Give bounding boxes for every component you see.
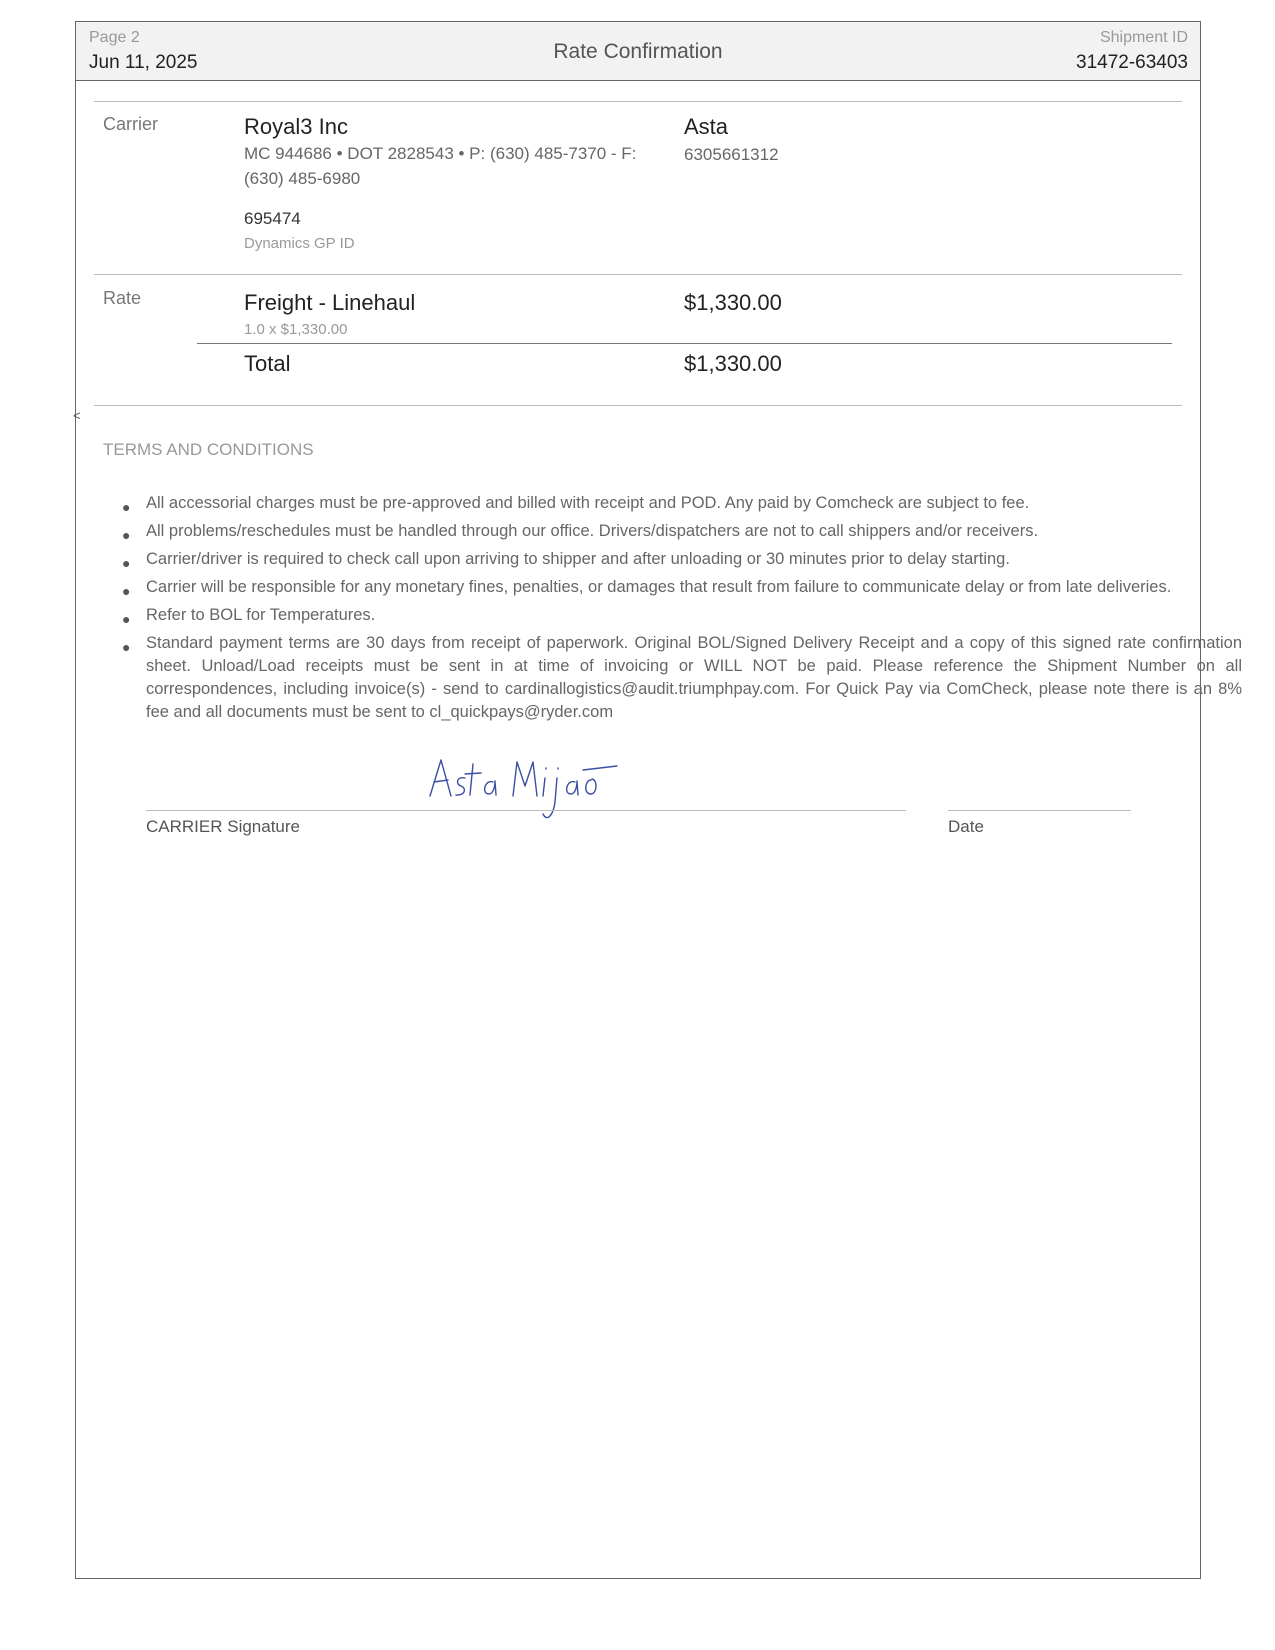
list-item: ● Carrier/driver is required to check call upon arriving to shipper and after unloading or 30 minutes prior to delay starting. — [146, 548, 1242, 571]
header-date: Jun 11, 2025 — [89, 52, 198, 73]
list-item: ● Standard payment terms are 30 days from receipt of paperwork. Original BOL/Signed Delivery Receipt and a copy of this signed rate confirmation sheet. Unload/Load receipts must be sent in at time of invoicing or WILL NOT be paid. Please reference the Shipment Number on all correspondences, including invoice(s) - send to cardinallogistics@audit.triumphpay.com. For Quick Pay via ComCheck, please note there is an 8% fee and all documents must be sent to cl_quickpays@ryder.com — [122, 634, 1242, 721]
carrier-name: Royal3 Inc — [244, 114, 348, 139]
date-line — [948, 810, 1131, 811]
divider — [94, 101, 1182, 102]
divider — [94, 274, 1182, 275]
gp-id-label: Dynamics GP ID — [244, 235, 355, 252]
total-amount: $1,330.00 — [684, 351, 782, 376]
carrier-signature-label: CARRIER Signature — [146, 817, 301, 836]
list-item: ● All problems/reschedules must be handled through our office. Drivers/dispatchers are not to call shippers and/or receivers. — [146, 520, 1242, 543]
carrier-details-line1: MC 944686 • DOT 2828543 • P: (630) 485-7370 - F: — [244, 144, 637, 163]
divider — [94, 405, 1182, 406]
rate-section-label: Rate — [103, 288, 142, 308]
page-header — [76, 22, 1200, 81]
carrier-details-line2: (630) 485-6980 — [244, 169, 361, 188]
page-number: Page 2 — [89, 29, 140, 46]
total-divider — [197, 343, 1172, 344]
carrier-section-label: Carrier — [103, 114, 159, 134]
shipment-id-label: Shipment ID — [1099, 29, 1188, 46]
bullet-icon: ● — [122, 611, 131, 627]
list-item: ● Carrier will be responsible for any monetary fines, penalties, or damages that result from failure to communicate delay or from late deliveries. — [146, 576, 1242, 599]
list-item: ● Refer to BOL for Temperatures. — [146, 604, 1242, 627]
terms-heading: TERMS AND CONDITIONS — [103, 440, 314, 459]
gp-id-value: 695474 — [244, 209, 301, 228]
terms-list — [122, 492, 1242, 729]
bullet-icon: ● — [122, 527, 131, 543]
shipment-id: 31472-63403 — [1076, 52, 1188, 73]
contact-phone: 6305661312 — [684, 145, 779, 164]
bullet-icon: ● — [122, 499, 131, 515]
rate-line-amount: $1,330.00 — [684, 290, 782, 315]
stray-mark: < — [73, 408, 81, 423]
bullet-icon: ● — [122, 583, 131, 599]
document-frame — [75, 21, 1201, 1579]
rate-line-detail: 1.0 x $1,330.00 — [244, 321, 348, 338]
bullet-icon: ● — [122, 555, 131, 571]
date-label: Date — [948, 817, 984, 836]
signature-line — [146, 810, 906, 811]
list-item: ● All accessorial charges must be pre-approved and billed with receipt and POD. Any paid by Comcheck are subject to fee. — [146, 492, 1242, 515]
total-label: Total — [244, 351, 291, 376]
bullet-icon: ● — [122, 639, 131, 655]
handwritten-signature — [425, 752, 625, 824]
contact-name: Asta — [684, 114, 729, 139]
rate-line-item: Freight - Linehaul — [244, 290, 416, 315]
page-title: Rate Confirmation — [553, 40, 723, 63]
